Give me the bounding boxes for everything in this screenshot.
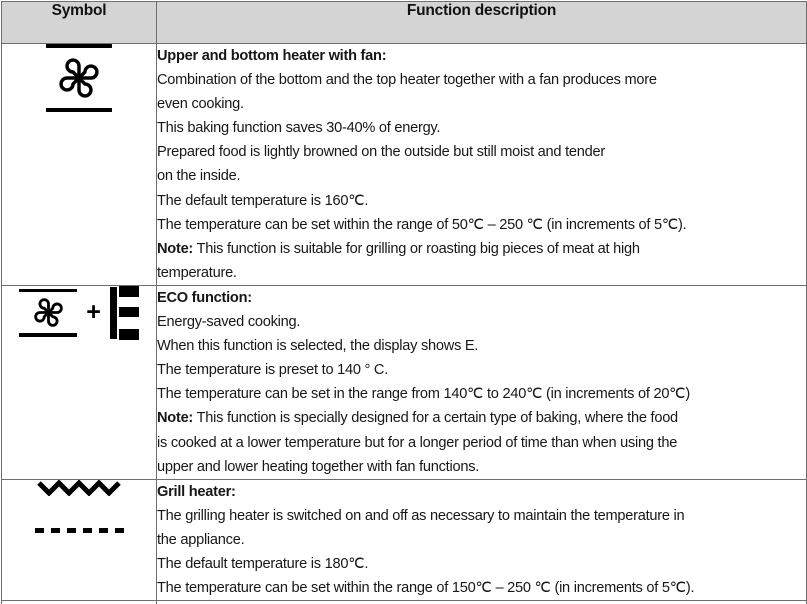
- note-line: temperature.: [157, 261, 806, 285]
- function-title: ECO function:: [157, 286, 806, 310]
- eco-function-symbol: [2, 286, 156, 340]
- dash: [83, 528, 92, 533]
- eco-combo-icon: [19, 286, 139, 340]
- dash: [51, 528, 60, 533]
- description-cell: [157, 285, 807, 479]
- table-row-partial: [2, 601, 807, 604]
- table-row: [2, 285, 807, 479]
- note-label: Note:: [157, 410, 193, 426]
- note-line: upper and lower heating together with fan functions.: [157, 455, 806, 479]
- plus-icon: +: [86, 300, 101, 326]
- symbol-cell: [2, 479, 157, 600]
- description-line: The temperature is preset to 140 ° C.: [157, 358, 806, 382]
- function-title: Grill heater:: [157, 480, 806, 504]
- description-line: on the inside.: [157, 164, 806, 188]
- description-line: When this function is selected, the display shows E.: [157, 334, 806, 358]
- dash: [115, 528, 124, 533]
- description-line: The temperature can be set within the range of 150℃ – 250 ℃ (in increments of 5℃).: [157, 576, 806, 600]
- heater-fan-icon: [19, 289, 77, 337]
- bottom-heater-bar-icon: [46, 108, 112, 112]
- description-line: The default temperature is 160℃.: [157, 189, 806, 213]
- function-table-container: [0, 1, 807, 556]
- symbol-cell: [2, 44, 157, 286]
- dash: [67, 528, 76, 533]
- description-line: even cooking.: [157, 92, 806, 116]
- column-header-function-description: Function description: [157, 2, 807, 44]
- description-line: The temperature can be set in the range from 140℃ to 240℃ (in increments of 20℃): [157, 382, 806, 406]
- fan-icon: [56, 55, 102, 101]
- table-row: [2, 479, 807, 600]
- table-header-row: [2, 2, 807, 44]
- description-cell: [157, 479, 807, 600]
- description-line: Prepared food is lightly browned on the outside but still moist and tender: [157, 140, 806, 164]
- description-line: the appliance.: [157, 528, 806, 552]
- symbol-cell: [2, 285, 157, 479]
- grill-icon: [35, 480, 124, 533]
- description-line: The grilling heater is switched on and off as necessary to maintain the temperature in: [157, 504, 806, 528]
- grill-zigzag-icon: [37, 480, 121, 496]
- table-row: [2, 44, 807, 286]
- column-header-symbol: Symbol: [2, 2, 157, 44]
- function-title: Upper and bottom heater with fan:: [157, 44, 806, 68]
- dash: [99, 528, 108, 533]
- note-text: This function is suitable for grilling or roasting big pieces of meat at high: [193, 241, 640, 257]
- bottom-heater-bar-icon: [19, 333, 77, 337]
- fan-icon: [32, 296, 65, 329]
- segment-bottom: [119, 329, 139, 340]
- table-body: [2, 44, 807, 604]
- top-heater-bar-icon: [19, 289, 77, 293]
- description-line: Combination of the bottom and the top heater together with a fan produces more: [157, 68, 806, 92]
- note-line: is cooked at a lower temperature but for a longer period of time than when using the: [157, 431, 806, 455]
- segment-top: [119, 286, 139, 297]
- description-line: The default temperature is 180℃.: [157, 552, 806, 576]
- segment-middle: [119, 307, 139, 317]
- note-text: This function is specially designed for a certain type of baking, where the food: [193, 410, 678, 426]
- dash: [35, 528, 44, 533]
- heater-fan-icon: [46, 44, 112, 112]
- note-line: [157, 406, 806, 430]
- description-cell-partial: [157, 601, 807, 604]
- grill-dashed-line-icon: [35, 528, 124, 533]
- description-line: The temperature can be set within the range of 50℃ – 250 ℃ (in increments of 5℃).: [157, 213, 806, 237]
- description-line: Energy-saved cooking.: [157, 310, 806, 334]
- grill-heater-symbol: [2, 480, 156, 533]
- segment-vertical-left: [110, 287, 118, 339]
- upper-and-bottom-heater-with-fan-symbol: [2, 44, 156, 112]
- symbol-cell-partial: [2, 601, 157, 604]
- note-label: Note:: [157, 241, 193, 257]
- note-line: [157, 237, 806, 261]
- eco-letter-e-icon: [110, 286, 139, 340]
- oven-function-table: [1, 1, 807, 604]
- description-line: This baking function saves 30-40% of energy.: [157, 116, 806, 140]
- table-header: [2, 2, 807, 44]
- top-heater-bar-icon: [46, 44, 112, 48]
- description-cell: [157, 44, 807, 286]
